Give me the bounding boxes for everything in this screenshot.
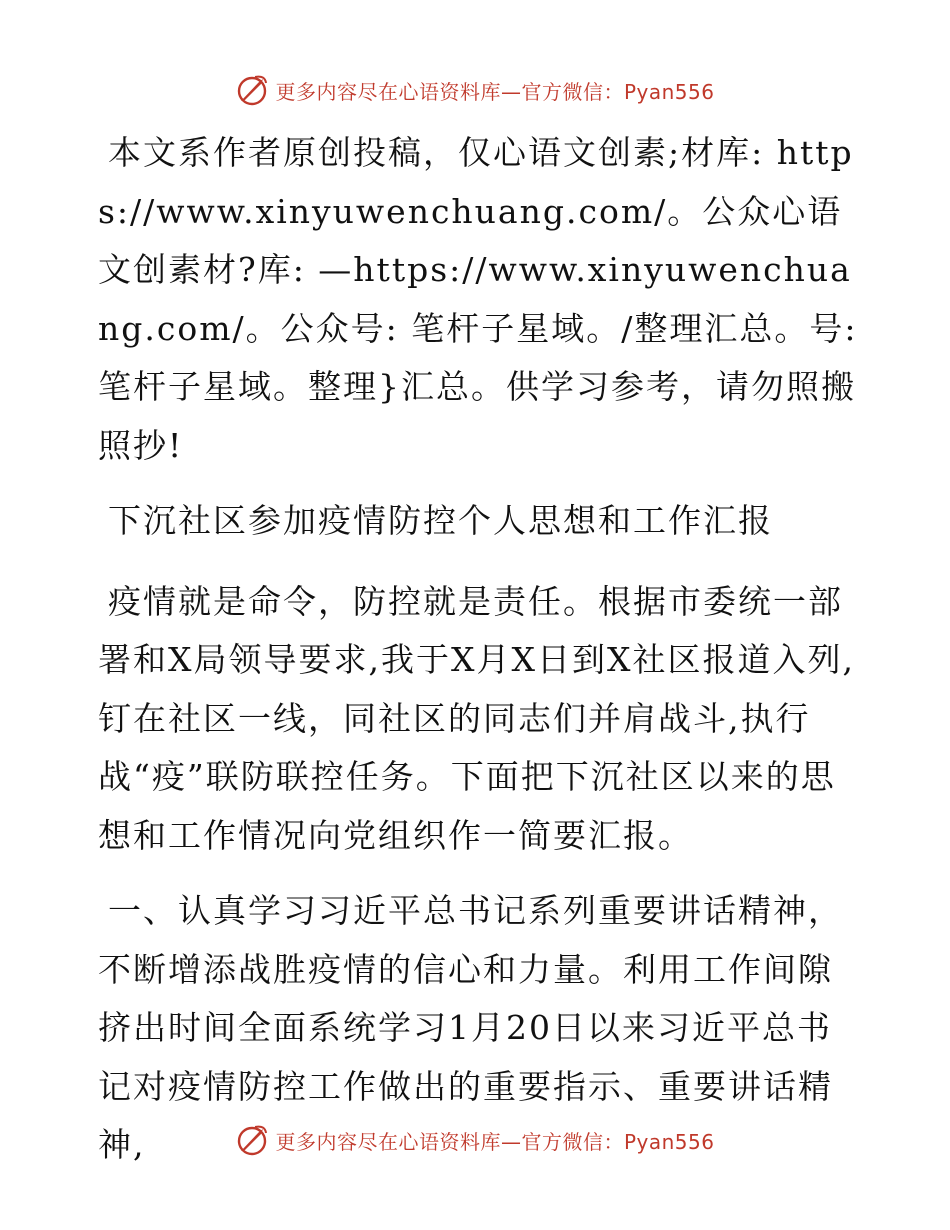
header-banner (0, 70, 950, 110)
document-body (98, 124, 870, 1192)
body-text-2: 一、认真学习习近平总书记系列重要讲话精神，不断增添战胜疫情的信心和力量。利用工作间隙挤出时间全面系统学习1月20日以来习近平总书记对疫情防控工作做出的重要指示、重要讲话精神, (98, 891, 843, 1164)
body-text-1: 疫情就是命令，防控就是责任。根据市委统一部署和X局领导要求,我于X月X日到X社区报道入列,钉在社区一线，同社区的同志们并肩战斗,执行战“疫”联防联控任务。下面把下沉社区以来的思想和工作情况向党组织作一简要汇报。 (98, 581, 855, 855)
title-text: 下沉社区参加疫情防控个人思想和工作汇报 (108, 501, 773, 540)
banner-text: 更多内容尽在心语资料库—官方微信：Pyan556 (275, 79, 715, 104)
quill-pen-icon (235, 73, 269, 107)
document-title (98, 492, 858, 551)
quill-pen-icon (235, 1123, 269, 1157)
banner-text: 更多内容尽在心语资料库—官方微信：Pyan556 (275, 1129, 715, 1154)
footer-banner (0, 1120, 950, 1160)
body-paragraph (98, 573, 858, 866)
intro-text: 本文系作者原创投稿，仅心语文创素;材库: https://www.xinyuwenchuang.com/。公众心语文创素材?库: —https://www.xinyuwenchuang.com/。公众号: 笔杆子星域。/整理汇总。号: 笔杆子星域。整理}汇总。供学习参考，请勿照搬照抄! (98, 133, 870, 465)
intro-paragraph (98, 124, 870, 475)
